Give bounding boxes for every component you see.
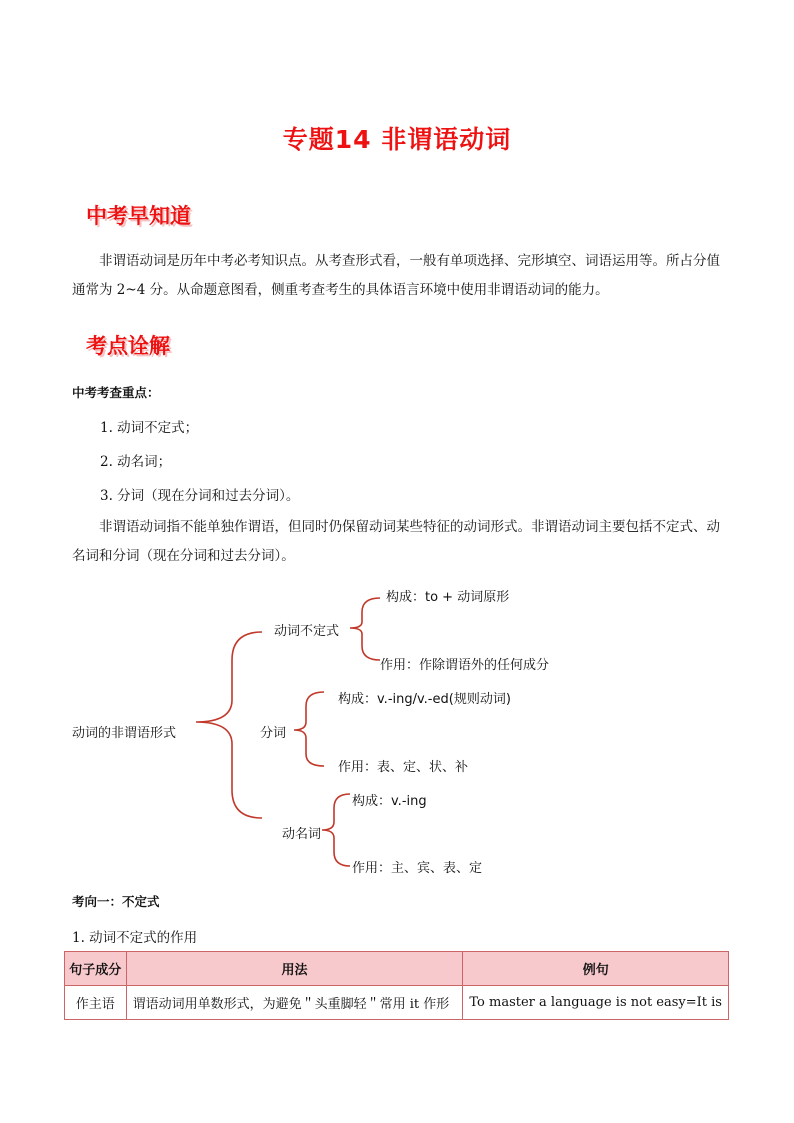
page-title: 专题14 非谓语动词 <box>282 125 512 154</box>
table-header-usage: 用法 <box>126 952 463 986</box>
infinitive-usage-table <box>64 951 729 1020</box>
focus-point-3: 3. 分词（现在分词和过去分词）。 <box>100 488 300 504</box>
tree-root: 动词的非谓语形式 <box>72 726 177 741</box>
direction-label: 考向一：不定式 <box>72 894 160 909</box>
table-cell-component: 作主语 <box>65 986 127 1020</box>
section-heading-analysis: 考点诠解 <box>86 334 170 358</box>
infinitive-brace <box>350 598 380 660</box>
table-cell-example: To master a language is not easy=It is <box>463 986 729 1020</box>
tree-participle-form: 构成：v.-ing/v.-ed(规则动词) <box>338 692 511 707</box>
direction-subheading: 1. 动词不定式的作用 <box>72 930 198 946</box>
focus-point-1: 1. 动词不定式； <box>100 420 199 436</box>
tree-participle: 分词 <box>260 726 287 741</box>
section-heading-overview: 中考早知道 <box>86 204 191 228</box>
tree-gerund-form: 构成：v.-ing <box>352 794 427 809</box>
tree-infinitive-use: 作用：作除谓语外的任何成分 <box>380 658 550 673</box>
focus-label: 中考考查重点： <box>72 385 160 400</box>
table-row <box>65 986 729 1020</box>
table-cell-usage: 谓语动词用单数形式，为避免＂头重脚轻＂常用 it 作形 <box>126 986 463 1020</box>
table-header-example: 例句 <box>463 952 729 986</box>
participle-brace <box>294 692 324 766</box>
tree-participle-use: 作用：表、定、状、补 <box>338 760 469 775</box>
table-header-row <box>65 952 729 986</box>
root-brace <box>196 632 262 818</box>
tree-gerund: 动名词 <box>282 827 322 842</box>
tree-gerund-use: 作用：主、宾、表、定 <box>352 861 483 876</box>
tree-infinitive: 动词不定式 <box>274 624 340 639</box>
focus-point-2: 2. 动名词； <box>100 454 172 470</box>
table-header-component: 句子成分 <box>65 952 127 986</box>
intro-paragraph: 非谓语动词指不能单独作谓语，但同时仍保留动词某些特征的动词形式。非谓语动词主要包括不定式、动名词和分词（现在分词和过去分词）。 <box>72 519 720 564</box>
overview-paragraph: 非谓语动词是历年中考必考知识点。从考查形式看，一般有单项选择、完形填空、词语运用等。所占分值通常为 2~4 分。从命题意图看，侧重考查考生的具体语言环境中使用非谓语动词的能力。 <box>72 253 720 298</box>
gerund-brace <box>322 794 350 866</box>
tree-infinitive-form: 构成：to + 动词原形 <box>386 590 510 605</box>
